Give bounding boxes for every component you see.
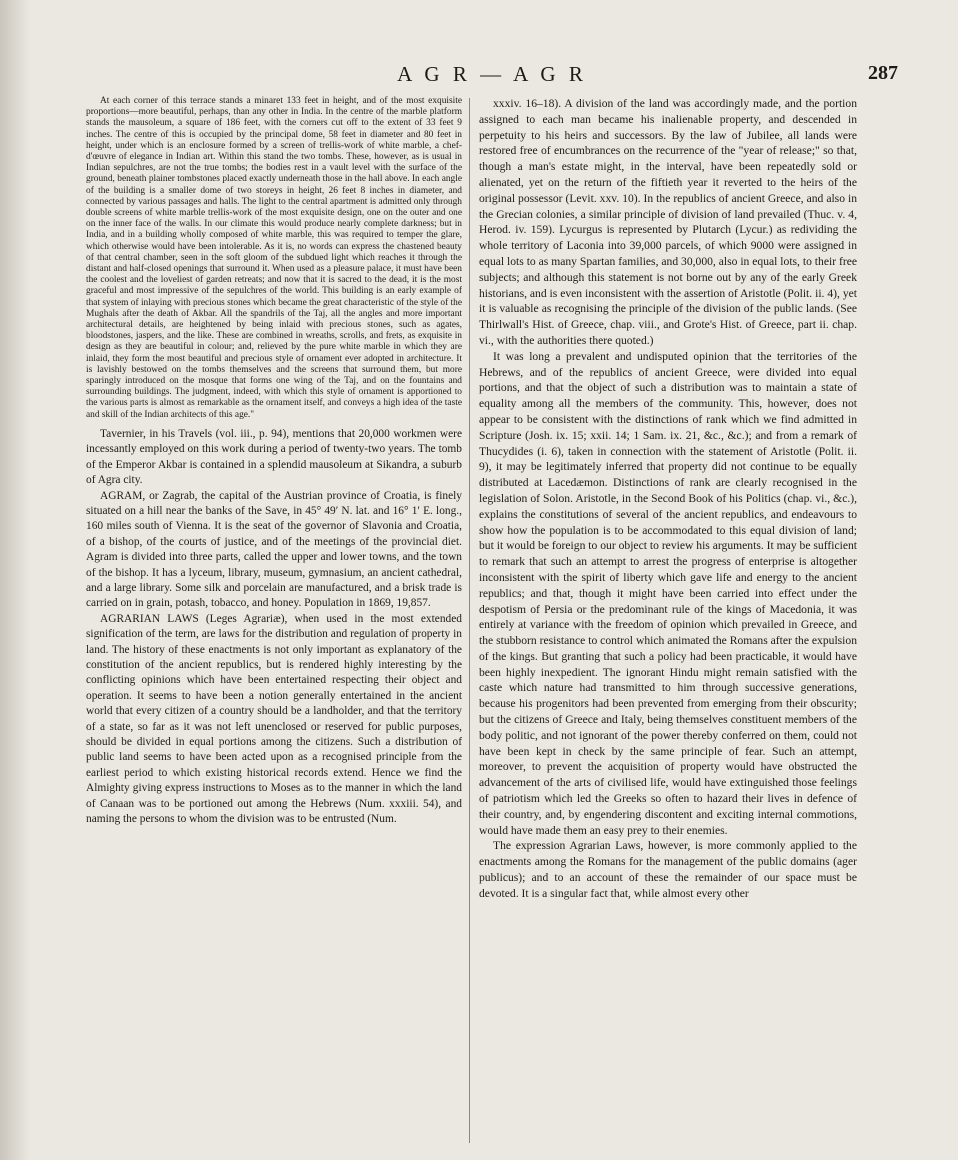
paragraph-division-of-land: xxxiv. 16–18). A division of the land was accordingly made, and the portion assigned to each man became his inalienable property, and descended in perpetuity to his heirs and successors. By the law of Jubilee, all lands were restored free of encumbrances on the recurrence of the "year of release;" so that, though a man's estate might, in the interval, have been repeatedly sold or alienated, yet on the return of the fiftieth year it reverted to the heirs of the original possessor (Levit. xxv. 10). In the republics of ancient Greece, and also in the Grecian colonies, a similar principle of division of land prevailed (Thuc. v. 4, Herod. iv. 159). Lycurgus is represented by Plutarch (Lycur.) as redividing the whole territory of Laconia into 39,000 parcels, of which 9000 were assigned in equal lots to as many Spartan families, and 30,000, also in equal lots, to their free subjects; and although this statement is not borne out by any of the early Greek historians, and is even inconsistent with the assertion of Aristotle (Polit. ii. 4), yet it is valuable as recognising the principle of the division of the public lands. (See Thirlwall's Hist. of Greece, chap. viii., and Grote's Hist. of Greece, part ii. chap. vi., with the authorities there quoted.) bbox=[479, 97, 857, 347]
entry-agrarian-laws: AGRARIAN LAWS (Leges Agrariæ), when used in the most extended signification of the term, are laws for the distribution and regulation of property in land. The history of these enactments is not only important as explanatory of the constitution of the ancient republics, but is rendered highly interesting by the conflicting opinions which have been entertained respecting their object and operation. It seems to have been a notion generally entertained in the ancient world that every citizen of a country should be a landholder, and that the territory of a state, so far as it was not left unenclosed or reserved for public purposes, should be divided in equal portions among the citizens. Such a distribution of public land seems to have been acted upon as a recognised principle from the earliest period to which existing historical records extend. Hence we find the Almighty giving express instructions to Moses as to the manner in which the land of Canaan was to be portioned out among the Hebrews (Num. xxxiii. 54), and naming the persons to whom the division was to be entrusted (Num. bbox=[86, 612, 462, 826]
paragraph-equal-portions: It was long a prevalent and undisputed opinion that the territories of the Hebrews, and of the republics of ancient Greece, were divided into equal portions, and that the object of such a distribution was to maintain a state of equality among all the members of the community. This, however, does not appear to be consistent with the distinctions of rank which we find admitted in Scripture (Josh. ix. 15; xxii. 14; 1 Sam. ix. 21, &c., &c.); and from a remark of Thucydides (i. 6), taken in connection with the statement of Aristotle (Polit. ii. 9), it may be legitimately inferred that property did not continue to be equally distributed at Lacedæmon. Distinctions of rank are clearly recognised in the legislation of Solon. Aristotle, in the Second Book of his Politics (chap. vi., &c.), explains the constitutions of several of the ancient republics, and endeavours to show how the population is to be accommodated to this equal division of land; but it would be foreign to our object to review his arguments. It may be sufficient to remark that such an attempt to arrest the progress of enterprise is altogether inconsistent with the spirit of liberty which gave life and energy to the ancient republics; and that, though it might have been carried into effect under the despotism of Persia or the predominant rule of the kings of Macedonia, it was entirely at variance with the freedom of opinion which prevailed in Greece, and the stubborn resistance to control which animated the Romans after the expulsion of the kings. But granting that such a policy had been practicable, it would have been highly inexpedient. The ignorant Hindu might remain satisfied with the caste which nature had transmitted to him through successive generations, because his progenitors had been prevented from emerging from their obscurity; but the citizens of Greece and Italy, being themselves constituent members of the body politic, and not ignorant of the power thereby conferred on them, could not have been kept in check by the same principle of fear. Such an attempt, moreover, to prevent the acquisition of property would have obstructed the advancement of the arts of civilised life, would have extinguished those feelings of patriotism which led the Greeks so often to hazard their lives in defence of their country, and, by engendering discontent and exciting internal commotions, would have made them an easy prey to their enemies. bbox=[479, 349, 857, 837]
quoted-passage: At each corner of this terrace stands a minaret 133 feet in height, and of the most exquisite proportions—more beautiful, perhaps, than any other in India. In the centre of the marble platform stands the mausoleum, a square of 186 feet, with the corners cut off to the extent of 33 feet 9 inches. The centre of this is occupied by the principal dome, 58 feet in diameter and 80 feet in height, under which is an enclosure formed by a screen of trellis-work of white marble, a chef-d'œuvre of elegance in Indian art. Within this stand the two tombs. These, however, as is usual in Indian sepulchres, are not the true tombs; the bodies rest in a vault level with the surface of the ground, beneath plainer tombstones placed exactly underneath those in the hall above. In each angle of the building is a smaller dome of two storeys in height, 26 feet 8 inches in diameter, and connected by various passages and halls. The light to the central apartment is admitted only through double screens of white marble trellis-work of the most exquisite design, one on the outer and one on the inner face of the walls. In our climate this would produce nearly complete darkness; but in India, and in a building wholly composed of white marble, this was required to temper the glare, which otherwise would have been intolerable. As it is, no words can express the chastened beauty of that central chamber, seen in the soft gloom of the subdued light which reaches it through the distant and half-closed openings that surround it. When used as a pleasure palace, it must have been the coolest and the loveliest of garden retreats; and now that it is sacred to the dead, it is the most graceful and most impressive of the sepulchres of the world. This building is an early example of that system of inlaying with precious stones which became the great characteristic of the style of the Mughals after the death of Akbar. All the spandrils of the Taj, all the angles and more important architectural details, are heightened by being inlaid with precious stones, such as agates, bloodstones, jaspers, and the like. These are combined in wreaths, scrolls, and frets, as exquisite in design as they are beautiful in colour; and, relieved by the pure white marble in which they are inlaid, they form the most beautiful and precious style of ornament ever adopted in architecture. It is lavishly bestowed on the tombs themselves and the screens that surround them, but more sparingly introduced on the mosque that forms one wing of the Taj, and on the fountains and surrounding buildings. The judgment, indeed, with which this style of ornament is apportioned to the various parts is almost as remarkable as the ornament itself, and conveys a high idea of the taste and skill of the Indian architects of this age." bbox=[86, 96, 462, 420]
paragraph-roman-agrarian-laws: The expression Agrarian Laws, however, is more commonly applied to the enactments among the Romans for the management of the public domains (ager publicus); and to an account of these the remainder of our space must be devoted. It is a singular fact that, while almost every other bbox=[479, 839, 857, 900]
left-column bbox=[86, 96, 462, 1154]
right-column bbox=[479, 96, 857, 1154]
binding-shadow bbox=[0, 0, 30, 1160]
page-number: 287 bbox=[868, 62, 898, 84]
page-header bbox=[86, 58, 898, 92]
paragraph-tavernier: Tavernier, in his Travels (vol. iii., p. 94), mentions that 20,000 workmen were incessantly employed on this work during a period of twenty-two years. The tomb of the Emperor Akbar is contained in a splendid mausoleum at Sikandra, a suburb of Agra city. bbox=[86, 427, 462, 487]
column-divider bbox=[469, 98, 470, 1143]
running-head: A G R — A G R bbox=[397, 62, 587, 86]
entry-agram: AGRAM, or Zagrab, the capital of the Austrian province of Croatia, is finely situated on a hill near the banks of the Save, in 45° 49′ N. lat. and 16° 1′ E. long., 160 miles south of Vienna. It is the seat of the governor of Slavonia and Croatia, of a bishop, of the courts of justice, and of the meetings of the provincial diet. Agram is divided into three parts, called the upper and lower towns, and the town of the bishop. It has a lyceum, library, museum, gymnasium, an ancient cathedral, and a large library. Some silk and porcelain are manufactured, and a brisk trade is carried on in grain, potash, tobacco, and honey. Population in 1869, 19,857. bbox=[86, 489, 462, 610]
